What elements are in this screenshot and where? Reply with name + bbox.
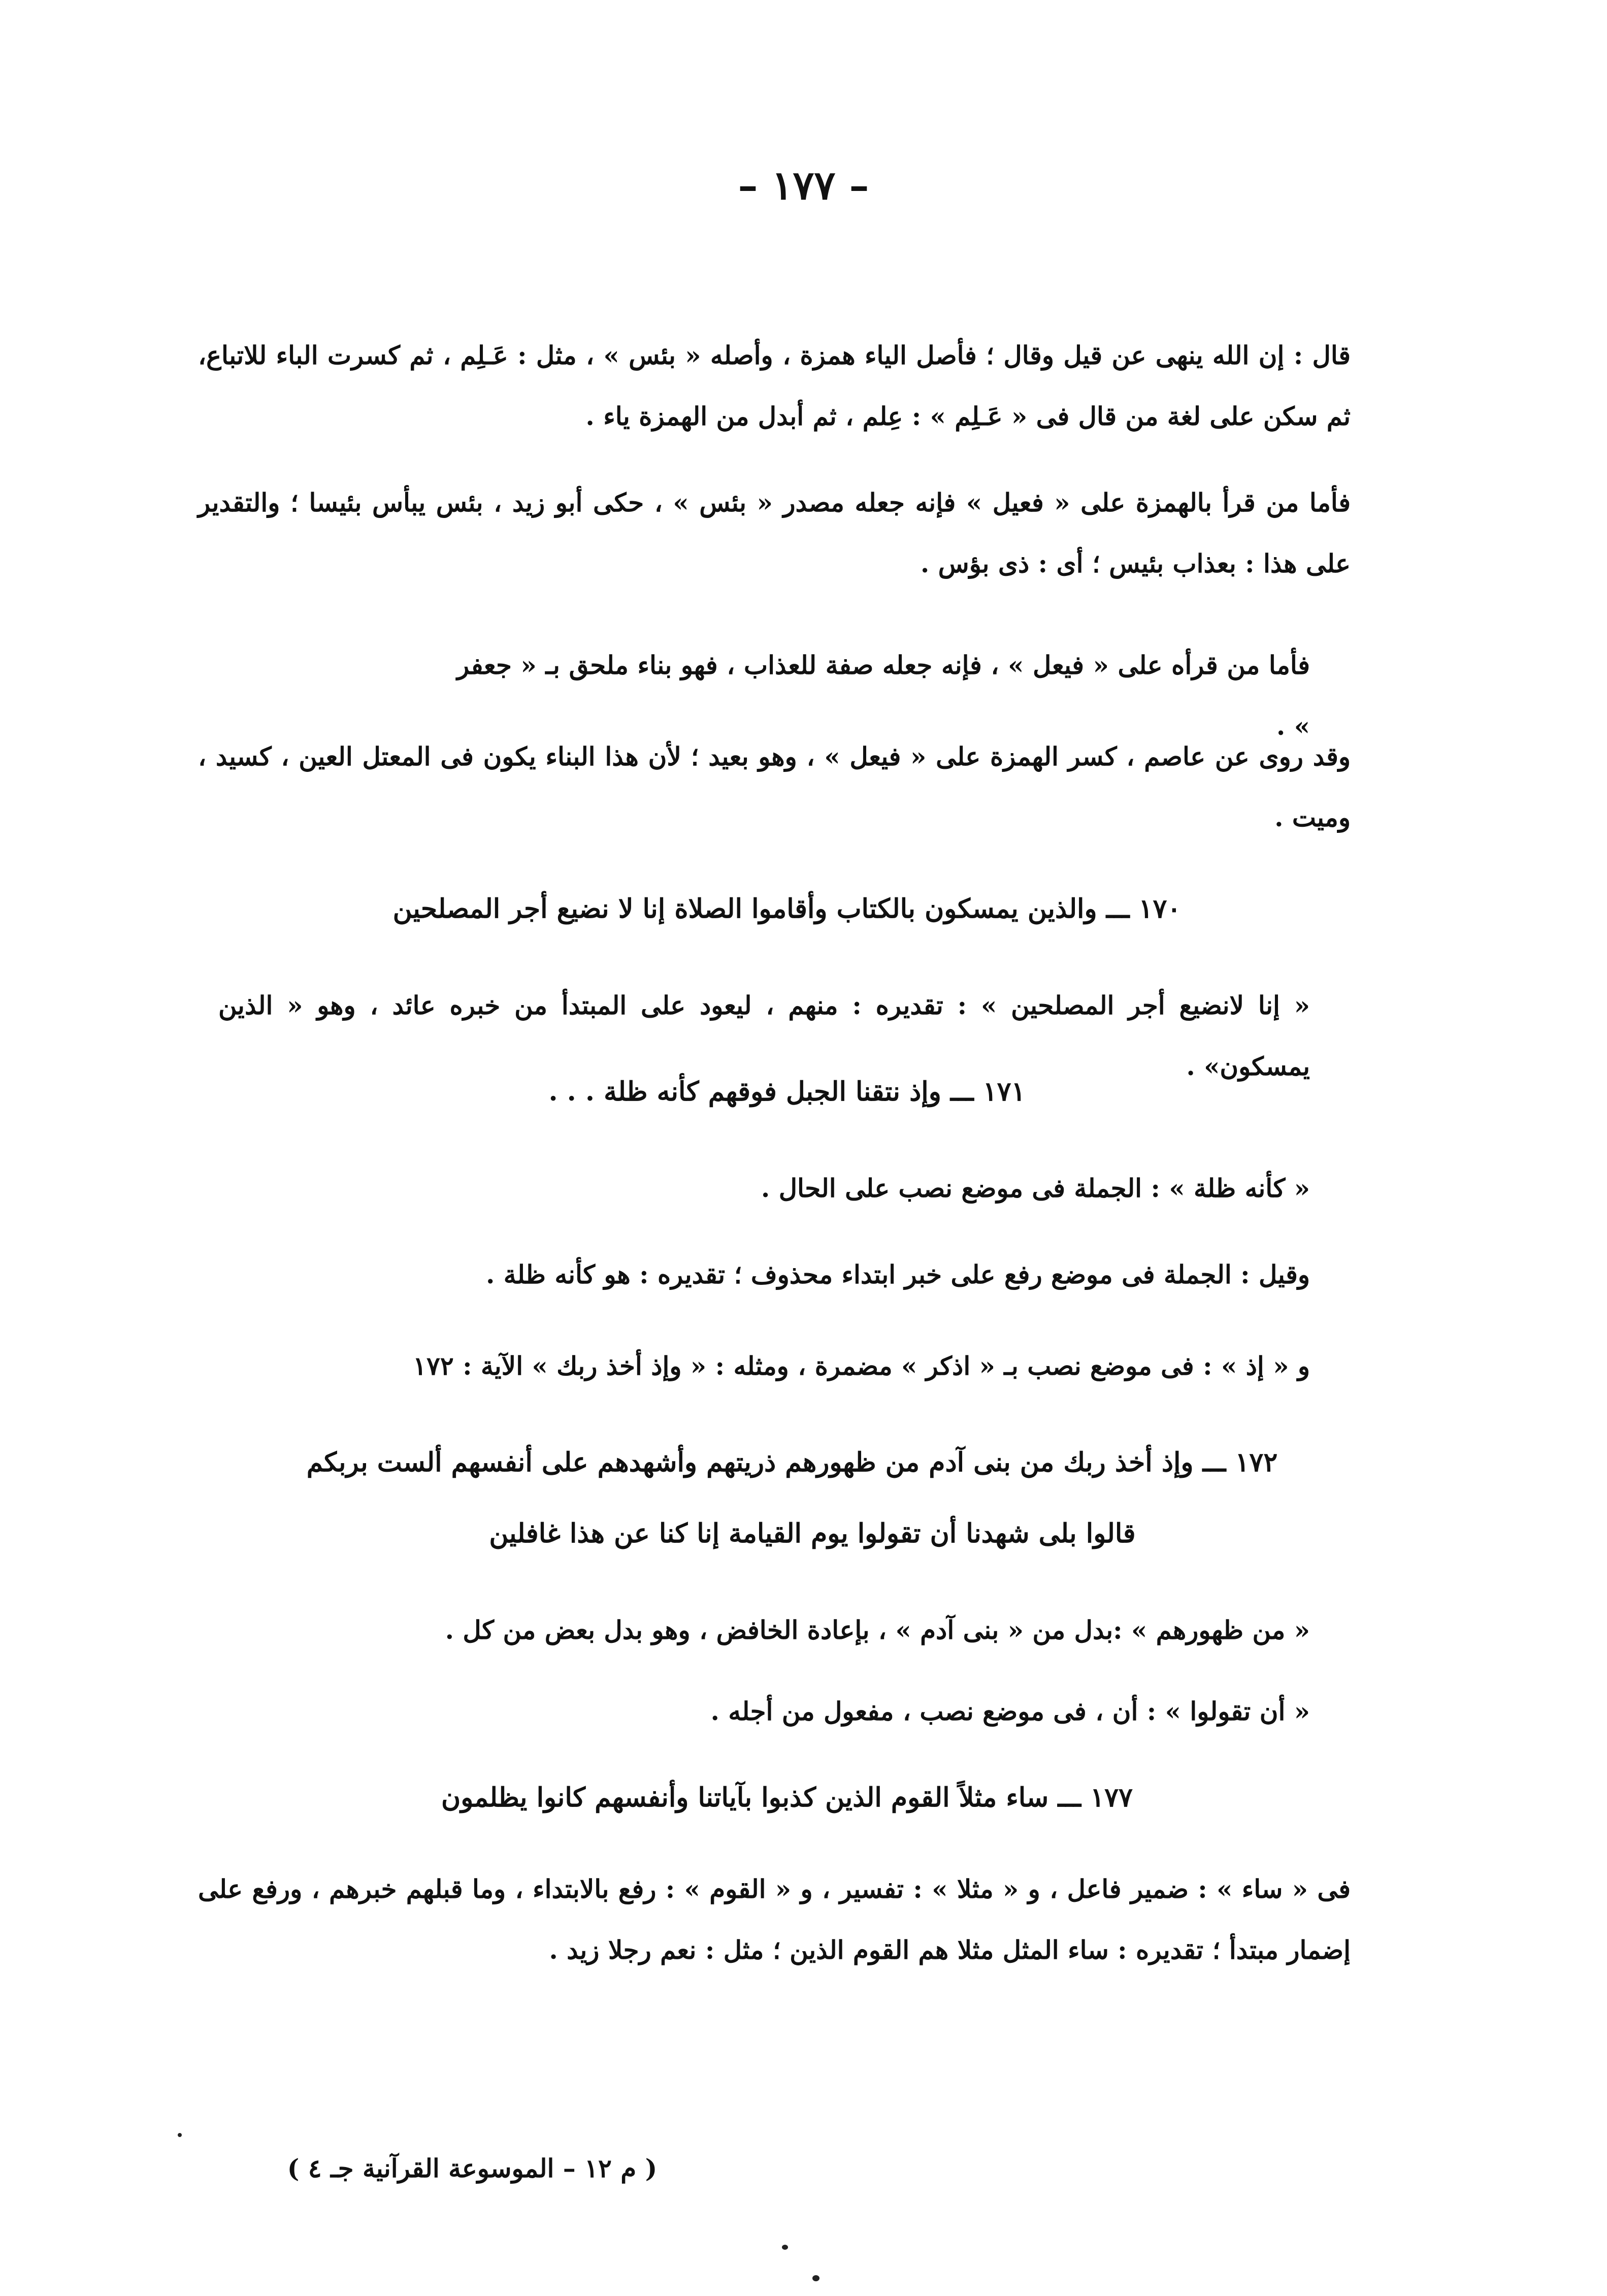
quran-verse: ١٧٠ ـــ والذين يمسكون بالكتاب وأقاموا الصلاة إنا لا نضيع أجر المصلحين — [392, 893, 1182, 924]
paragraph: وقد روى عن عاصم ، كسر الهمزة على « فيعل » ، وهو بعيد ؛ لأن هذا البناء يكون فى المعتل العين ، كسيد ، وميت . — [198, 741, 1351, 832]
scan-speck — [782, 2245, 788, 2250]
paragraph: « أن تقولوا » : أن ، فى موضع نصب ، مفعول من أجله . — [710, 1696, 1310, 1726]
paragraph: « من ظهورهم » :بدل من « بنى آدم » ، بإعادة الخافض ، وهو بدل بعض من كل . — [445, 1615, 1310, 1645]
page-number: – ١٧٧ – — [738, 163, 869, 209]
paragraph: وقيل : الجملة فى موضع رفع على خبر ابتداء محذوف ؛ تقديره : هو كأنه ظلة . — [485, 1259, 1310, 1289]
scan-speck — [178, 2133, 182, 2137]
paragraph: و « إذ » : فى موضع نصب بـ « اذكر » مضمرة ، ومثله : « وإذ أخذ ربك » الآية : ١٧٢ — [413, 1351, 1310, 1381]
scan-speck — [812, 2275, 819, 2281]
paragraph: فى « ساء » : ضمير فاعل ، و « مثلا » : تفسير ، و « القوم » : رفع بالابتداء ، وما قبلهم خبرهم ، ورفع على إضمار مبتدأ ؛ تقديره : ساء المثل مثلا هم القوم الذين ؛ مثل : نعم رجلا زيد . — [198, 1874, 1351, 1965]
paragraph: قال : إن الله ينهى عن قيل وقال ؛ فأصل الياء همزة ، وأصله « بئس » ، مثل : عَـلِم ، ثم كسرت الباء للاتباع، ثم سكن على لغة من قال فى « عَـلِم » : عِلم ، ثم أبدل من الهمزة ياء . — [198, 340, 1351, 431]
footer-note: ( م ١٢ – الموسوعة القرآنية جـ ٤ ) — [287, 2153, 658, 2183]
paragraph: « كأنه ظلة » : الجملة فى موضع نصب على الحال . — [761, 1173, 1310, 1203]
paragraph: « إنا لانضيع أجر المصلحين » : تقديره : منهم ، ليعود على المبتدأ من خبره عائد ، وهو « الذين يمسكون» . — [218, 990, 1310, 1081]
quran-verse: قالوا بلى شهدنا أن تقولوا يوم القيامة إنا كنا عن هذا غافلين — [489, 1518, 1136, 1549]
paragraph: فأما من قرأ بالهمزة على « فعيل » فإنه جعله مصدر « بئس » ، حكى أبو زيد ، بئس يبأس بئيسا ؛ والتقدير على هذا : بعذاب بئيس ؛ أى : ذى بؤس . — [198, 488, 1351, 578]
quran-verse: ١٧٢ ـــ وإذ أخذ ربك من بنى آدم من ظهورهم ذريتهم وأشهدهم على أنفسهم ألست بربكم — [306, 1447, 1278, 1478]
paragraph: فأما من قرأه على « فيعل » ، فإنه جعله صفة للعذاب ، فهو بناء ملحق بـ « جعفر » . — [457, 650, 1310, 741]
quran-verse: ١٧٧ ـــ ساء مثلاً القوم الذين كذبوا بآياتنا وأنفسهم كانوا يظلمون — [441, 1782, 1133, 1813]
quran-verse: ١٧١ ـــ وإذ نتقنا الجبل فوقهم كأنه ظلة . . . — [548, 1076, 1026, 1107]
